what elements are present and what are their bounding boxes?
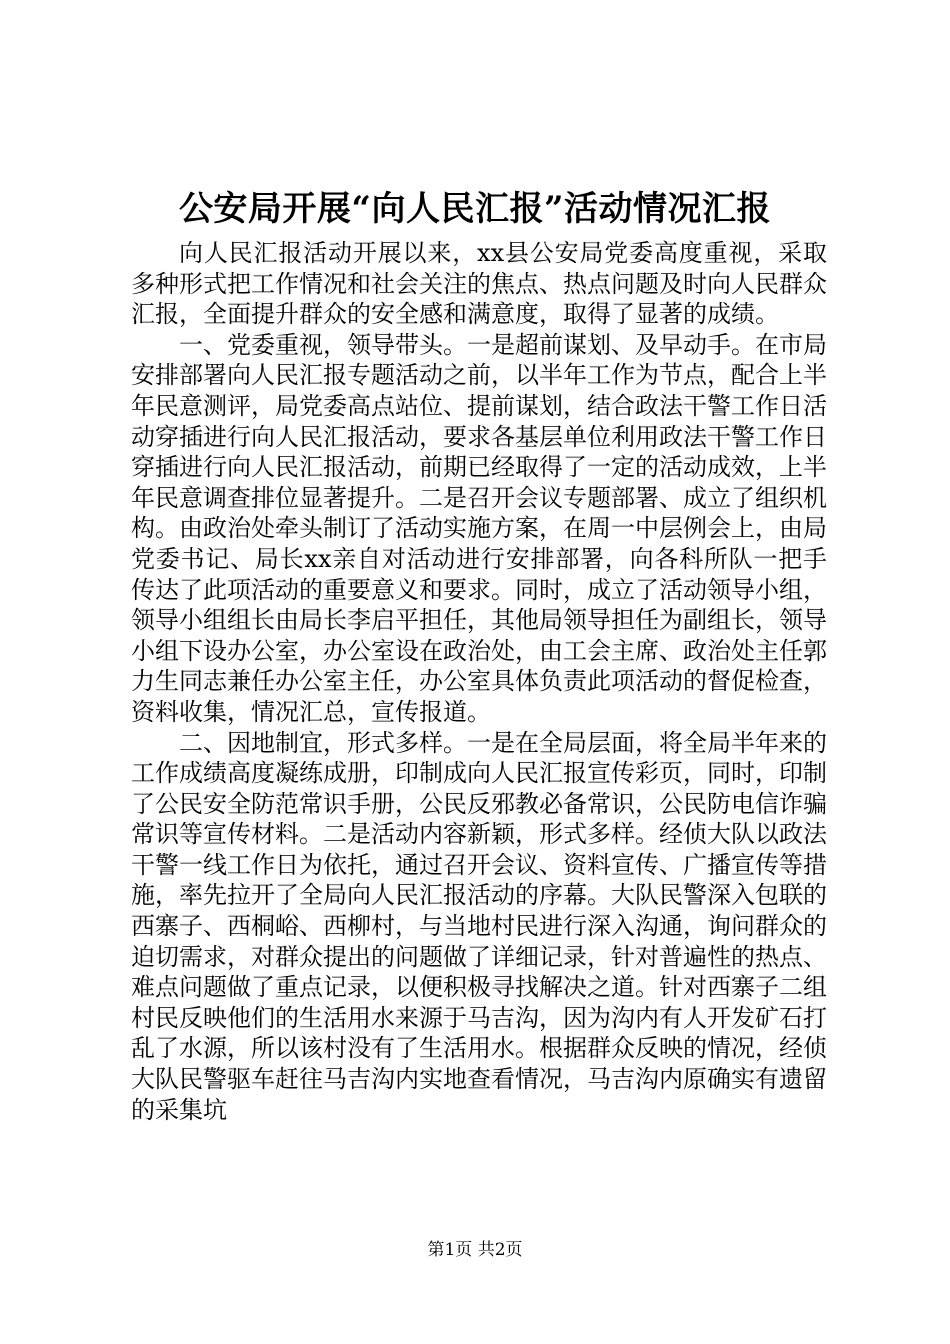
paragraph-section-1: 一、党委重视，领导带头。一是超前谋划、及早动手。在市局安排部署向人民汇报专题活动之前，以半年工作为节点，配合上半年民意测评，局党委高点站位、提前谋划，结合政法干警工作日活动穿插进行向人民汇报活动，要求各基层单位利用政法干警工作日穿插进行向人民汇报活动，前期已经取得了一定的活动成效，上半年民意调查排位显著提升。二是召开会议专题部署、成立了组织机构。由政治处牵头制订了活动实施方案，在周一中层例会上，由局党委书记、局长xx亲自对活动进行安排部署，向各科所队一把手传达了此项活动的重要意义和要求。同时，成立了活动领导小组，领导小组组长由局长李启平担任，其他局领导担任为副组长，领导小组下设办公室，办公室设在政治处，由工会主席、政治处主任郭力生同志兼任办公室主任，办公室具体负责此项活动的督促检查，资料收集，情况汇总，宣传报道。 [131,330,827,726]
page-number-footer: 第1页 共2页 [427,1240,523,1260]
document-body [131,238,827,1125]
paragraph-section-2: 二、因地制宜，形式多样。一是在全局层面，将全局半年来的工作成绩高度凝练成册，印制成向人民汇报宣传彩页，同时，印制了公民安全防范常识手册，公民反邪教必备常识，公民防电信诈骗常识等宣传材料。二是活动内容新颖，形式多样。经侦大队以政法干警一线工作日为依托，通过召开会议、资料宣传、广播宣传等措施，率先拉开了全局向人民汇报活动的序幕。大队民警深入包联的西寨子、西桐峪、西柳村，与当地村民进行深入沟通，询问群众的迫切需求，对群众提出的问题做了详细记录，针对普遍性的热点、难点问题做了重点记录，以便积极寻找解决之道。针对西寨子二组村民反映他们的生活用水来源于马吉沟，因为沟内有人开发矿石打乱了水源，所以该村没有了生活用水。根据群众反映的情况，经侦大队民警驱车赶往马吉沟内实地查看情况，马吉沟内原确实有遗留的采集坑 [131,728,827,1124]
document-title: 公安局开展“向人民汇报”活动情况汇报 [178,189,772,229]
paragraph-intro: 向人民汇报活动开展以来，xx县公安局党委高度重视，采取多种形式把工作情况和社会关注的焦点、热点问题及时向人民群众汇报，全面提升群众的安全感和满意度，取得了显著的成绩。 [131,239,827,329]
